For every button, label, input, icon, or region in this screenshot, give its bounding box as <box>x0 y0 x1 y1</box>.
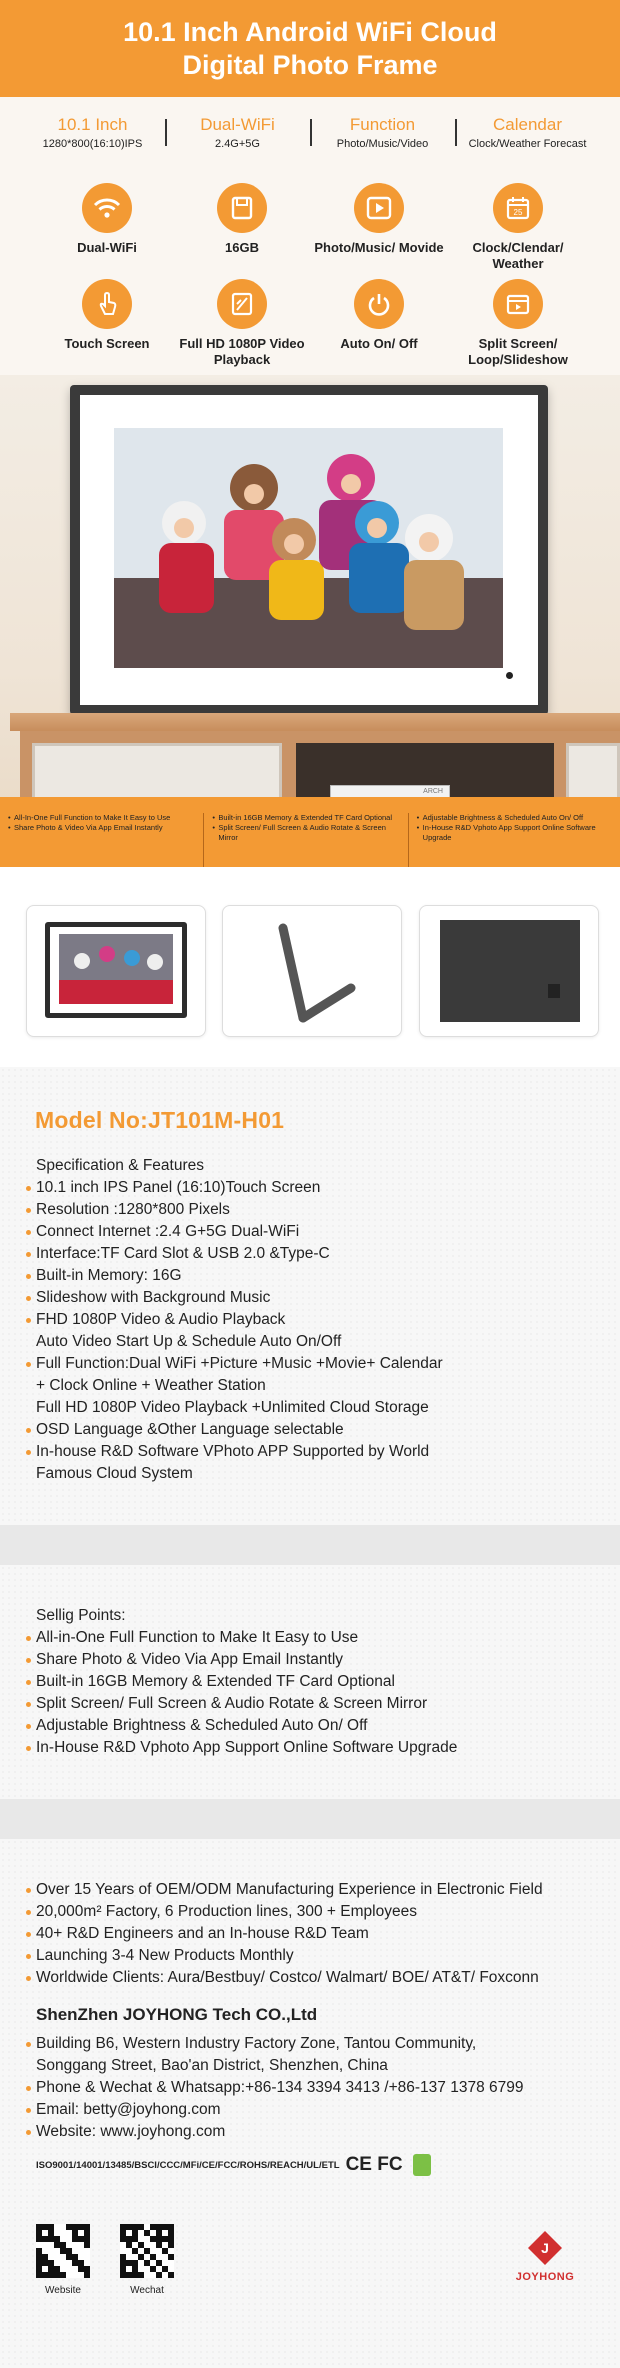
selling-point: Share Photo & Video Via App Email Instantly <box>36 1649 606 1671</box>
selling-points-section <box>0 1565 620 1799</box>
thumbnail-back[interactable] <box>419 905 599 1037</box>
model-number: Model No:JT101M-H01 <box>35 1107 285 1133</box>
feature-calendar <box>448 183 588 272</box>
spec-size-title: 10.1 Inch <box>57 114 128 134</box>
wechat-qr-label: Wechat <box>130 2285 164 2296</box>
sellbar-item: • In-House R&D Vphoto App Support Online Software Upgrade <box>417 823 606 843</box>
spec-wifi-detail: 2.4G+5G <box>215 137 260 150</box>
website-qr-code[interactable] <box>36 2224 90 2278</box>
spec-line: Resolution :1280*800 Pixels <box>36 1199 596 1221</box>
svg-text:J: J <box>541 2240 549 2256</box>
selling-points-heading: Sellig Points: <box>36 1607 126 1624</box>
company-fact: 20,000m² Factory, 6 Production lines, 300 + Employees <box>36 1901 616 1923</box>
spec-list <box>36 1155 596 1485</box>
company-address: Building B6, Western Industry Factory Zone, Tantou Community, <box>36 2033 616 2055</box>
spec-calendar <box>455 115 600 150</box>
feature-calendar-label: Clock/Clendar/ Weather <box>472 240 564 271</box>
section-divider <box>0 1799 620 1839</box>
spec-line: FHD 1080P Video & Audio Playback <box>36 1309 596 1331</box>
spec-line: Interface:TF Card Slot & USB 2.0 &Type-C <box>36 1243 596 1265</box>
page-title <box>0 0 620 97</box>
sellbar-item: • Split Screen/ Full Screen & Audio Rotate & Screen Mirror <box>212 823 401 843</box>
split-screen-icon <box>493 279 543 329</box>
specification-section <box>0 1067 620 1525</box>
feature-touch-label: Touch Screen <box>64 336 150 351</box>
spec-line: + Clock Online + Weather Station <box>36 1377 266 1394</box>
joyhong-logo <box>500 2229 590 2283</box>
photo-frame-device <box>70 385 548 715</box>
rohs-leaf-icon <box>413 2154 431 2176</box>
spec-strip <box>0 97 620 167</box>
spec-line: Specification & Features <box>36 1157 205 1174</box>
company-address-cont: Songgang Street, Bao'an District, Shenzhen, China <box>36 2057 388 2074</box>
spec-line: Full Function:Dual WiFi +Picture +Music +Movie+ Calendar <box>36 1353 596 1375</box>
spec-size-detail: 1280*800(16:10)IPS <box>42 137 143 150</box>
section-divider <box>0 1525 620 1565</box>
website-qr-label: Website <box>45 2285 81 2296</box>
company-info <box>36 1879 616 2143</box>
lifestyle-scene <box>0 375 620 867</box>
spec-line: In-house R&D Software VPhoto APP Supported by World <box>36 1441 596 1463</box>
video-icon <box>217 279 267 329</box>
spec-wifi <box>165 115 310 150</box>
company-fact: Worldwide Clients: Aura/Bestbuy/ Costco/ Walmart/ BOE/ AT&T/ Foxconn <box>36 1967 616 1989</box>
camera-dot <box>506 672 513 679</box>
spec-line: Famous Cloud System <box>36 1465 193 1482</box>
spec-function-detail: Photo/Music/Video <box>336 137 429 150</box>
selling-point: In-House R&D Vphoto App Support Online Software Upgrade <box>36 1737 606 1759</box>
sellbar-col <box>408 813 612 867</box>
feature-wifi-label: Dual-WiFi <box>77 240 137 255</box>
ce-fcc-mark: CE FC <box>345 2154 403 2175</box>
feature-split-label: Split Screen/ Loop/Slideshow <box>468 336 568 367</box>
spec-function <box>310 115 455 150</box>
feature-power-label: Auto On/ Off <box>340 336 418 351</box>
thumbnail-front[interactable] <box>26 905 206 1037</box>
feature-grid <box>0 167 620 375</box>
thumbnail-stand[interactable] <box>222 905 402 1037</box>
sellbar-col <box>203 813 407 867</box>
sellbar-item: • Built-in 16GB Memory & Extended TF Card Optional <box>212 813 401 823</box>
title-line-1: 10.1 Inch Android WiFi Cloud <box>123 17 497 47</box>
spec-calendar-title: Calendar <box>493 114 562 134</box>
company-fact: Over 15 Years of OEM/ODM Manufacturing Experience in Electronic Field <box>36 1879 616 1901</box>
company-section <box>0 1839 620 2368</box>
spec-size <box>20 115 165 150</box>
feature-video <box>172 279 312 368</box>
sellbar-item: • Adjustable Brightness & Scheduled Auto On/ Off <box>417 813 606 823</box>
spec-line: Full HD 1080P Video Playback +Unlimited Cloud Storage <box>36 1399 429 1416</box>
certifications <box>36 2154 431 2176</box>
feature-media <box>309 183 449 256</box>
sellbar-item: • Share Photo & Video Via App Email Instantly <box>8 823 197 833</box>
spec-line: Auto Video Start Up & Schedule Auto On/Off <box>36 1333 342 1350</box>
storage-icon <box>217 183 267 233</box>
qr-module <box>84 2272 90 2278</box>
spec-line: 10.1 inch IPS Panel (16:10)Touch Screen <box>36 1177 596 1199</box>
wifi-icon <box>82 183 132 233</box>
company-fact: Launching 3-4 New Products Monthly <box>36 1945 616 1967</box>
feature-video-label: Full HD 1080P Video Playback <box>179 336 305 367</box>
product-thumbnails <box>0 867 620 1067</box>
joyhong-logo-mark <box>526 2229 564 2267</box>
selling-point: All-in-One Full Function to Make It Easy to Use <box>36 1627 606 1649</box>
sellbar-item: • All-In-One Full Function to Make It Easy to Use <box>8 813 197 823</box>
selling-points <box>36 1605 606 1759</box>
sellbar-col <box>8 813 203 867</box>
spec-line: Built-in Memory: 16G <box>36 1265 596 1287</box>
spec-calendar-detail: Clock/Weather Forecast <box>468 137 587 150</box>
touch-icon <box>82 279 132 329</box>
title-line-2: Digital Photo Frame <box>182 50 438 80</box>
company-fact: 40+ R&D Engineers and an In-house R&D Team <box>36 1923 616 1945</box>
wechat-qr-code[interactable] <box>120 2224 174 2278</box>
sellbar <box>0 797 620 867</box>
company-name: ShenZhen JOYHONG Tech CO.,Ltd <box>36 2005 318 2024</box>
shelf-top <box>10 713 620 731</box>
company-email[interactable]: Email: betty@joyhong.com <box>36 2099 616 2121</box>
feature-split <box>448 279 588 368</box>
spec-line: Connect Internet :2.4 G+5G Dual-WiFi <box>36 1221 596 1243</box>
qr-module <box>168 2272 174 2278</box>
cert-list: ISO9001/14001/13485/BSCI/CCC/MFi/CE/FCC/ROHS/REACH/UL/ETL <box>36 2159 340 2171</box>
feature-power <box>309 279 449 352</box>
joyhong-logo-text: JOYHONG <box>515 2271 575 2283</box>
calendar-icon <box>493 183 543 233</box>
spec-line: OSD Language &Other Language selectable <box>36 1419 596 1441</box>
spec-line: Slideshow with Background Music <box>36 1287 596 1309</box>
power-icon <box>354 279 404 329</box>
family-photo <box>114 428 503 668</box>
company-website[interactable]: Website: www.joyhong.com <box>36 2121 616 2143</box>
company-phone: Phone & Wechat & Whatsapp:+86-134 3394 3413 /+86-137 1378 6799 <box>36 2077 616 2099</box>
selling-point: Split Screen/ Full Screen & Audio Rotate & Screen Mirror <box>36 1693 606 1715</box>
spec-wifi-title: Dual-WiFi <box>200 114 275 134</box>
feature-memory-label: 16GB <box>225 240 259 255</box>
frame-mat <box>80 395 538 705</box>
feature-memory <box>172 183 312 256</box>
spec-function-title: Function <box>349 114 416 134</box>
feature-wifi <box>37 183 177 256</box>
selling-point: Built-in 16GB Memory & Extended TF Card Optional <box>36 1671 606 1693</box>
book: ARCH <box>330 785 450 799</box>
svg-text:25: 25 <box>513 208 523 217</box>
play-icon <box>354 183 404 233</box>
feature-media-label: Photo/Music/ Movide <box>314 240 444 255</box>
selling-point: Adjustable Brightness & Scheduled Auto On/ Off <box>36 1715 606 1737</box>
feature-touch <box>37 279 177 352</box>
